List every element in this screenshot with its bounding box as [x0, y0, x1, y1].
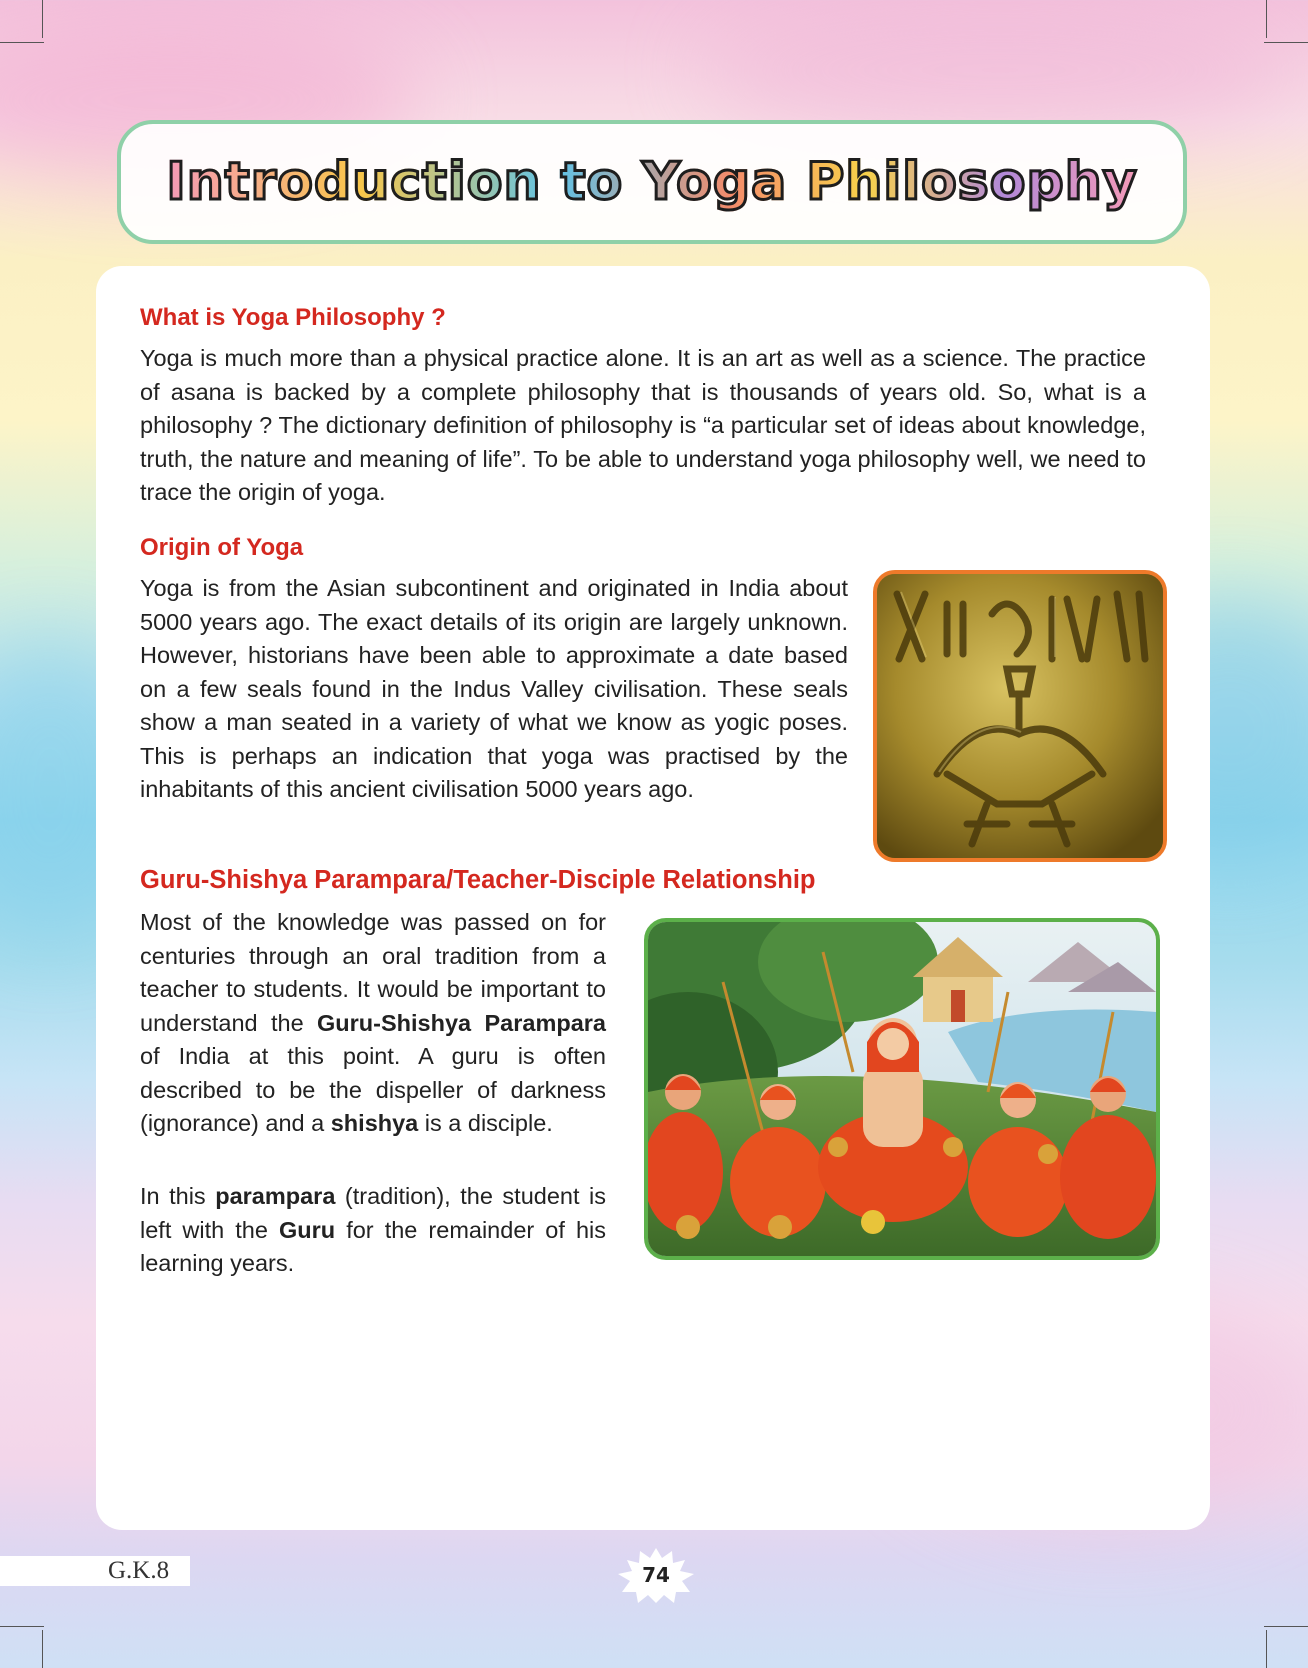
bold-term: shishya: [330, 1110, 419, 1136]
crop-mark: [0, 1626, 44, 1627]
book-label: G.K.8: [0, 1556, 190, 1586]
section-heading-guru: Guru-Shishya Parampara/Teacher-Disciple Relationship: [140, 866, 816, 894]
crop-mark: [0, 42, 44, 43]
section-text-guru-2: In this parampara (tradition), the student is left with the Guru for the remainder of his learning years.: [140, 1183, 606, 1276]
crop-mark: [1264, 42, 1308, 43]
indus-seal-image: [873, 570, 1167, 862]
bold-term: parampara: [215, 1183, 336, 1209]
section-heading-what: What is Yoga Philosophy ?: [140, 304, 446, 331]
section-text-what: Yoga is much more than a physical practice alone. It is an art as well as a science. The practice of asana is backed by a complete philosophy that is thousands of years old. So, what is a philosophy ? The dictionary definition of philosophy is “a particular set of ideas about knowledge, truth, the nature and meaning of life”. To be able to understand yoga philosophy well, we need to trace the origin of yoga.: [140, 345, 1146, 505]
crop-mark: [1266, 1630, 1267, 1668]
page-number: 74: [642, 1563, 670, 1587]
page-number-badge: [614, 1546, 698, 1604]
bg-wash: [700, 0, 1300, 140]
page-title: Introduction to Yoga Philosophy: [166, 152, 1138, 212]
crop-mark: [42, 0, 43, 38]
bold-term: Guru: [279, 1216, 336, 1243]
crop-mark: [1264, 1626, 1308, 1627]
section-text-guru-1: Most of the knowledge was passed on for centuries through an oral tradition from a teacher to students. It would be important to understand the Guru-Shishya Parampara of India at this point. A guru is often described to be the dispeller of darkness (ignorance) and a shishya is a disciple.: [140, 909, 606, 1136]
section-heading-origin: Origin of Yoga: [140, 534, 304, 561]
guru-shishya-painting: [644, 918, 1160, 1260]
section-text-origin: Yoga is from the Asian subcontinent and originated in India about 5000 years ago. The exact details of its origin are largely unknown. However, historians have been able to approximate a date based on a few seals found in the Indus Valley civilisation. These seals show a man seated in a variety of what we know as yogic poses. This is perhaps an indication that yoga was practised by the inhabitants of this ancient civilisation 5000 years ago.: [140, 575, 848, 802]
bold-term: Guru-Shishya Parampara: [317, 1009, 606, 1036]
crop-mark: [1266, 0, 1267, 38]
crop-mark: [42, 1630, 43, 1668]
title-banner: [117, 120, 1187, 244]
